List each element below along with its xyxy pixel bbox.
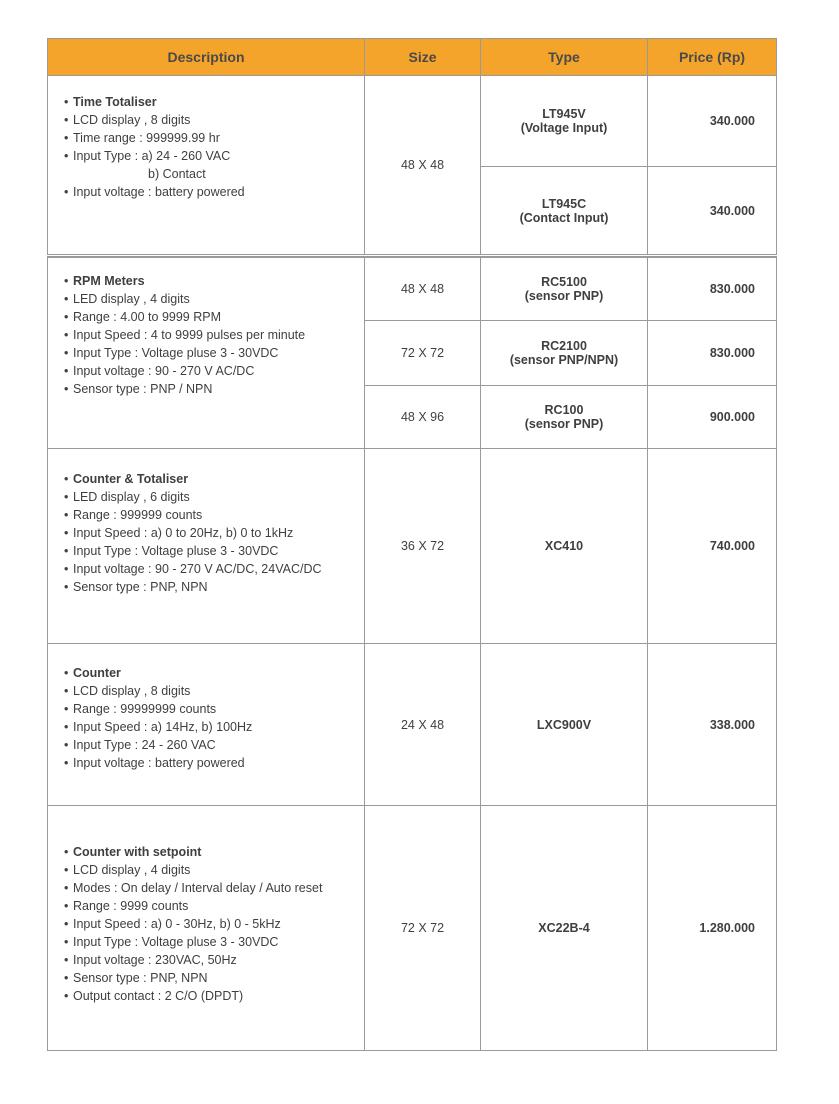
header-description: Description (47, 38, 365, 76)
size-cell: 36 X 72 (364, 448, 481, 644)
type-cell (480, 385, 648, 449)
model-code: LT945C (541, 196, 587, 211)
list-item: • Input Speed : a) 14Hz, b) 100Hz (64, 720, 253, 734)
header-price: Price (Rp) (647, 38, 777, 76)
price-cell: 830.000 (647, 320, 777, 386)
price-cell: 1.280.000 (647, 805, 777, 1051)
type-cell (480, 166, 648, 255)
list-item: • Counter & Totaliser (64, 472, 189, 486)
list-item: • Range : 999999 counts (64, 508, 203, 522)
size-cell: 48 X 48 (364, 257, 481, 321)
list-item: • Input voltage : 90 - 270 V AC/DC, 24VAC/DC (64, 562, 322, 576)
list-item: • LED display , 4 digits (64, 292, 190, 306)
list-item: • Range : 9999 counts (64, 899, 189, 913)
model-note: (sensor PNP) (524, 289, 604, 303)
price-cell: 900.000 (647, 385, 777, 449)
row-description (47, 643, 365, 806)
list-item: • Input Type : Voltage pluse 3 - 30VDC (64, 346, 279, 360)
size-cell: 24 X 48 (364, 643, 481, 806)
list-item: • Sensor type : PNP, NPN (64, 580, 208, 594)
list-item: • LCD display , 8 digits (64, 113, 191, 127)
list-item: • Modes : On delay / Interval delay / Auto reset (64, 881, 323, 895)
price-cell: 340.000 (647, 166, 777, 255)
row-description (47, 75, 365, 255)
size-cell: 48 X 48 (364, 75, 481, 255)
list-item-continuation: b) Contact (148, 167, 206, 181)
list-item: • Input voltage : 90 - 270 V AC/DC (64, 364, 255, 378)
list-item: • Range : 99999999 counts (64, 702, 217, 716)
list-item: • Counter (64, 666, 121, 680)
row-divider (47, 256, 777, 257)
list-item: • RPM Meters (64, 274, 145, 288)
size-cell: 72 X 72 (364, 320, 481, 386)
price-cell: 740.000 (647, 448, 777, 644)
model-note: (sensor PNP) (524, 417, 604, 431)
list-item: • Input Type : 24 - 260 VAC (64, 738, 216, 752)
model-code: XC410 (480, 448, 648, 644)
model-code: RC2100 (541, 339, 587, 353)
model-code: XC22B-4 (480, 805, 648, 1051)
list-item: • Counter with setpoint (64, 845, 202, 859)
list-item: • Input Speed : a) 0 to 20Hz, b) 0 to 1kHz (64, 526, 294, 540)
list-item: • Input voltage : battery powered (64, 756, 245, 770)
header-size: Size (364, 38, 481, 76)
list-item: • Time range : 999999.99 hr (64, 131, 220, 145)
type-cell (480, 320, 648, 386)
list-item: • Sensor type : PNP, NPN (64, 971, 208, 985)
list-item: • Input Type : a) 24 - 260 VAC (64, 149, 231, 163)
model-code: LXC900V (480, 643, 648, 806)
list-item: • LED display , 6 digits (64, 490, 190, 504)
model-note: (Contact Input) (519, 210, 609, 225)
row-description (47, 448, 365, 644)
size-cell: 48 X 96 (364, 385, 481, 449)
row-description (47, 805, 365, 1051)
price-cell: 338.000 (647, 643, 777, 806)
list-item: • Time Totaliser (64, 95, 157, 109)
price-list-table (47, 38, 777, 1051)
type-cell (480, 75, 648, 167)
list-item: • Input Speed : 4 to 9999 pulses per minute (64, 328, 306, 342)
model-code: RC100 (544, 403, 584, 417)
model-note: (Voltage Input) (520, 121, 608, 135)
price-cell: 340.000 (647, 75, 777, 167)
price-cell: 830.000 (647, 257, 777, 321)
list-item: • Input voltage : battery powered (64, 185, 245, 199)
list-item: • Output contact : 2 C/O (DPDT) (64, 989, 244, 1003)
header-type: Type (480, 38, 648, 76)
list-item: • Sensor type : PNP / NPN (64, 382, 213, 396)
list-item: • Input Speed : a) 0 - 30Hz, b) 0 - 5kHz (64, 917, 281, 931)
list-item: • Input voltage : 230VAC, 50Hz (64, 953, 237, 967)
list-item: • Range : 4.00 to 9999 RPM (64, 310, 222, 324)
model-code: RC5100 (541, 275, 587, 289)
row-description (47, 257, 365, 449)
model-code: LT945V (542, 107, 586, 121)
type-cell (480, 257, 648, 321)
list-item: • Input Type : Voltage pluse 3 - 30VDC (64, 544, 279, 558)
size-cell: 72 X 72 (364, 805, 481, 1051)
model-note: (sensor PNP/NPN) (509, 353, 619, 367)
list-item: • Input Type : Voltage pluse 3 - 30VDC (64, 935, 279, 949)
list-item: • LCD display , 8 digits (64, 684, 191, 698)
list-item: • LCD display , 4 digits (64, 863, 191, 877)
